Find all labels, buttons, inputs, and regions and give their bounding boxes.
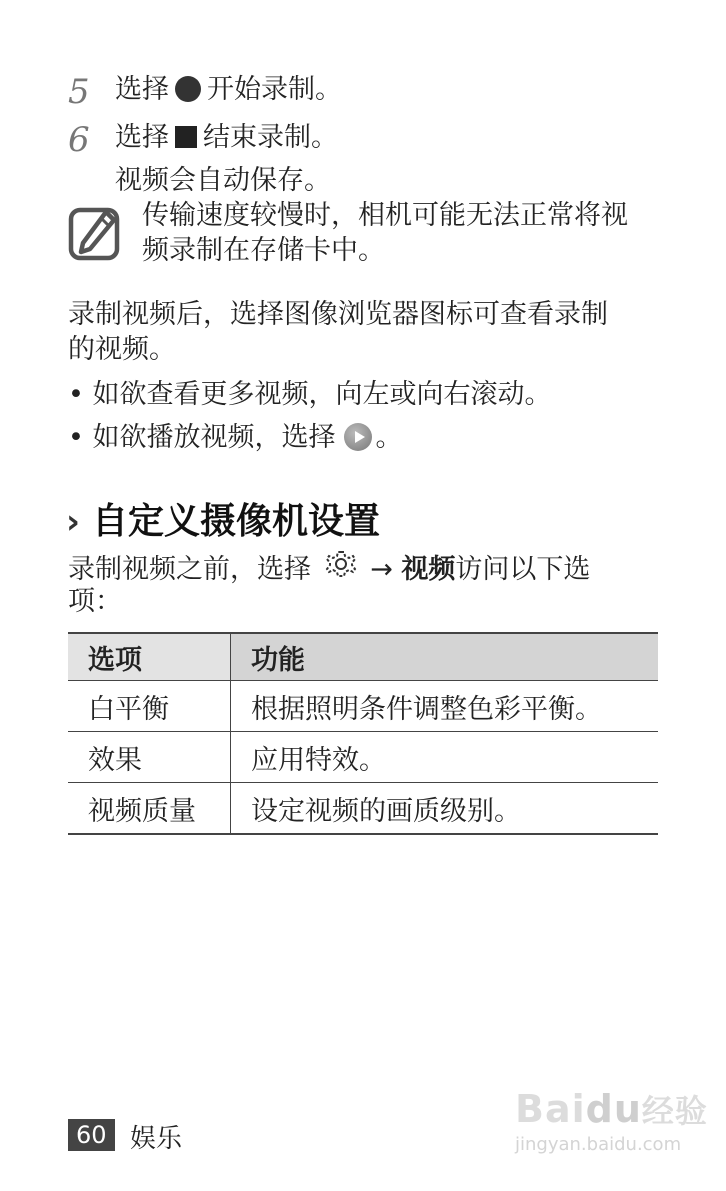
bullet-text: 如欲查看更多视频，向左或向右滚动。 <box>92 379 552 410</box>
table-cell-function: 应用特效。 <box>251 744 386 776</box>
options-table <box>68 632 658 835</box>
bullet-item <box>68 420 403 455</box>
footer-section-label: 娱乐 <box>130 1124 183 1154</box>
note-line-1: 传输速度较慢时，相机可能无法正常将视 <box>142 200 628 231</box>
step-text-post: 开始录制。 <box>207 74 342 105</box>
table-row <box>68 783 658 835</box>
bullet-item <box>68 377 552 412</box>
watermark-brand: Bai <box>515 1087 586 1131</box>
bullet-text-pre: 如欲播放视频，选择 <box>92 422 336 453</box>
table-cell-function: 根据照明条件调整色彩平衡。 <box>251 693 602 725</box>
watermark-url: jingyan.baidu.com <box>515 1134 682 1155</box>
intro-pre: 录制视频之前，选择 <box>68 554 311 586</box>
gear-icon <box>324 549 358 588</box>
section-intro-line-1 <box>68 549 590 592</box>
record-circle-icon <box>175 76 201 102</box>
section-intro-line-2: 项： <box>68 586 122 617</box>
step-6-text <box>115 120 338 155</box>
note-pencil-icon <box>68 207 122 261</box>
table-cell-function: 设定视频的画质级别。 <box>251 795 521 827</box>
step-6-subtext: 视频会自动保存。 <box>115 165 331 196</box>
paragraph-line-1: 录制视频后，选择图像浏览器图标可查看录制 <box>68 299 608 330</box>
note-line-2: 频录制在存储卡中。 <box>142 235 385 266</box>
page-number: 60 <box>68 1119 115 1151</box>
intro-post: 访问以下选 <box>455 554 591 586</box>
table-row <box>68 732 658 783</box>
bullet-dot: • <box>68 422 93 453</box>
intro-bold: 视频 <box>401 554 456 586</box>
step-number: 6 <box>68 120 90 160</box>
section-title: 自定义摄像机设置 <box>92 501 381 542</box>
step-text-pre: 选择 <box>115 122 169 153</box>
options-table-wrap <box>68 632 658 835</box>
step-5-text <box>115 72 342 107</box>
watermark-brand-2: du <box>585 1087 642 1131</box>
step-number: 5 <box>68 72 90 112</box>
stop-square-icon <box>175 126 197 148</box>
paragraph-line-2: 的视频。 <box>68 334 176 365</box>
watermark-logo <box>515 1086 708 1132</box>
watermark-suffix: 经验 <box>641 1092 708 1130</box>
section-heading <box>66 493 380 544</box>
table-header-option: 选项 <box>68 633 231 681</box>
bullet-text-post: 。 <box>375 422 403 453</box>
table-cell-option: 视频质量 <box>68 783 231 835</box>
play-circle-icon <box>344 423 372 451</box>
intro-arrow: → <box>370 554 393 586</box>
bullet-dot: • <box>68 379 93 410</box>
table-row <box>68 681 658 732</box>
chevron-right-icon: › <box>66 502 81 542</box>
table-cell-option: 效果 <box>68 732 231 783</box>
baidu-watermark <box>515 1086 708 1155</box>
step-text-post: 结束录制。 <box>203 122 338 153</box>
table-header-row <box>68 633 658 681</box>
table-header-function: 功能 <box>231 633 659 681</box>
table-cell-option: 白平衡 <box>68 681 231 732</box>
step-text-pre: 选择 <box>115 74 169 105</box>
